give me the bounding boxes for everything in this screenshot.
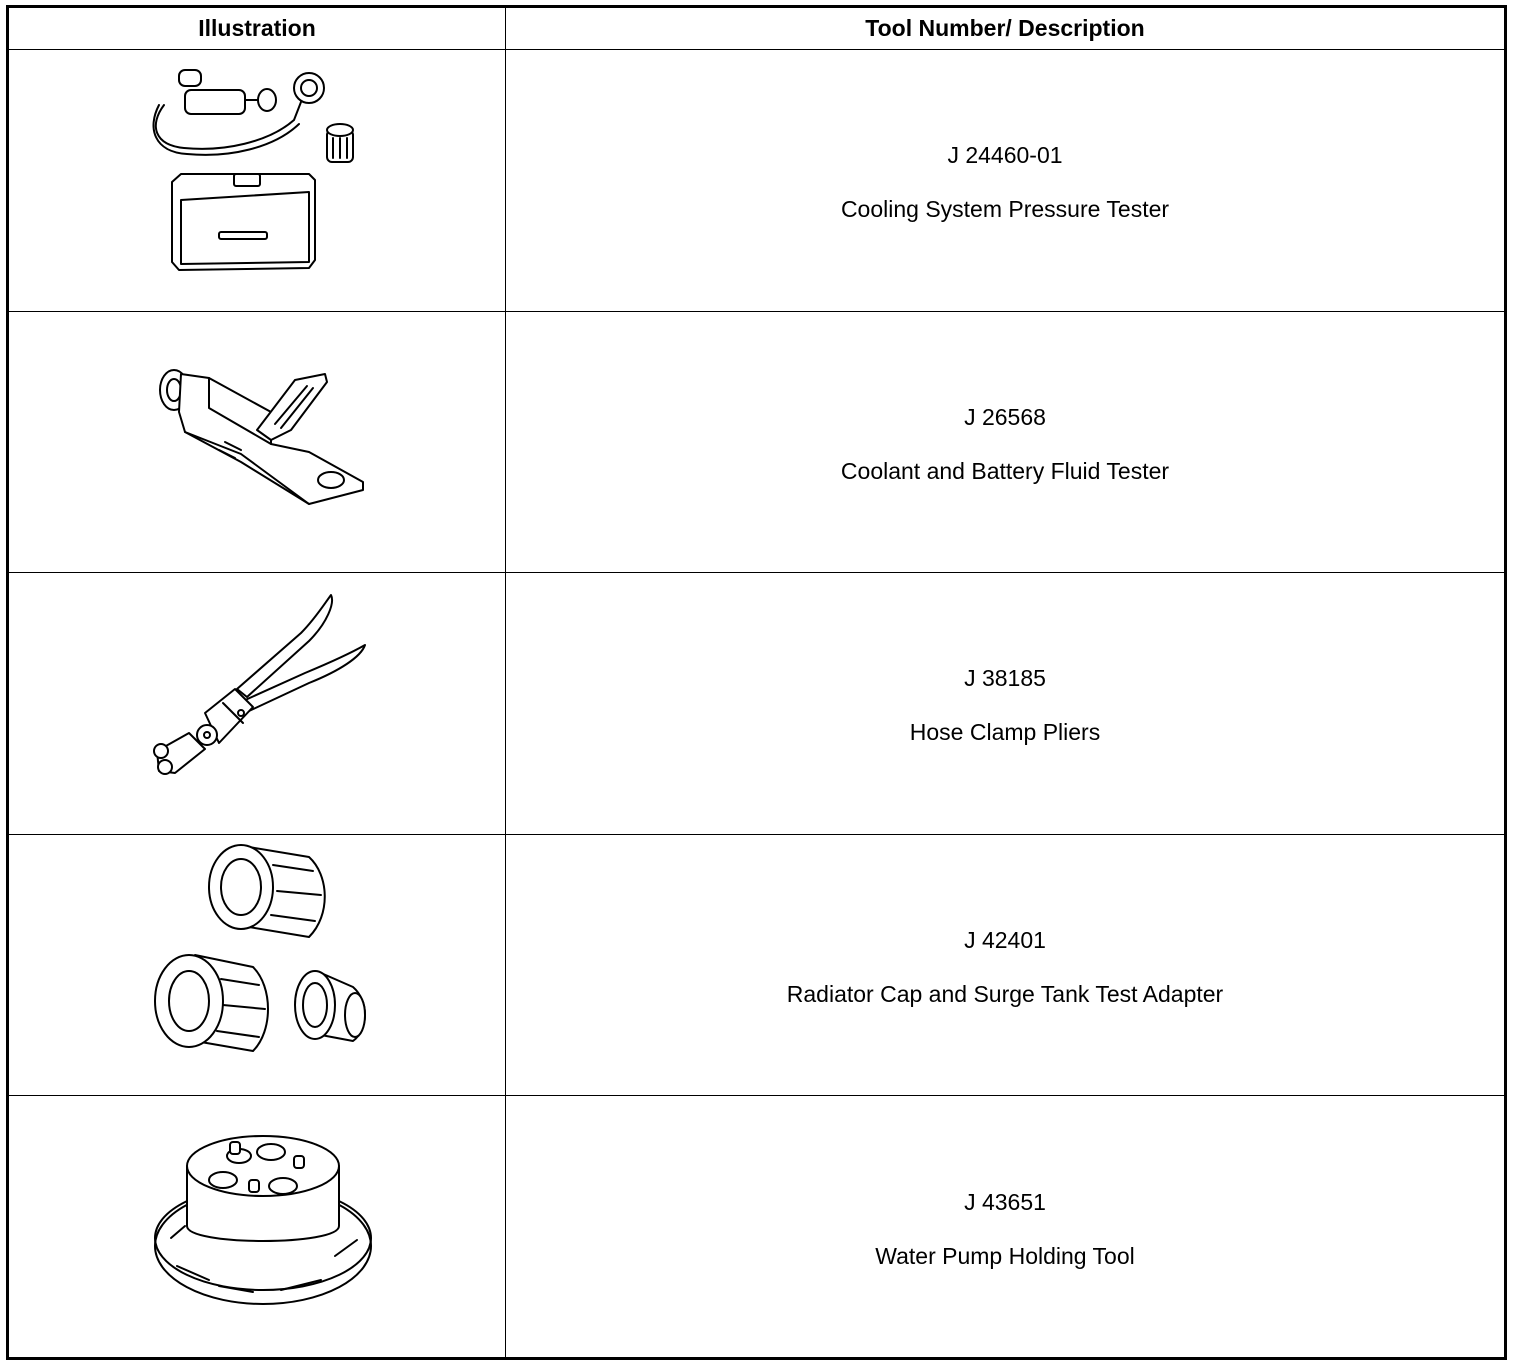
- description-cell: [506, 573, 1506, 835]
- table-row: [8, 834, 1506, 1096]
- illustration-cell: [8, 50, 506, 312]
- coolant-battery-fluid-tester-icon: [9, 312, 506, 572]
- description-cell: [506, 311, 1506, 573]
- description-cell: [506, 1096, 1506, 1359]
- tool-number: J 43651: [964, 1188, 1046, 1215]
- tool-description: Cooling System Pressure Tester: [840, 196, 1170, 223]
- tool-description: Hose Clamp Pliers: [909, 719, 1101, 746]
- cooling-system-pressure-tester-icon: [9, 50, 506, 310]
- table-row: [8, 573, 1506, 835]
- hose-clamp-pliers-icon: [9, 573, 506, 833]
- radiator-cap-adapter-icon: [9, 835, 506, 1095]
- illustration-cell: [8, 834, 506, 1096]
- tool-number: J 26568: [964, 403, 1046, 430]
- header-tool-number-description: Tool Number/ Description: [506, 7, 1506, 50]
- tool-description: Radiator Cap and Surge Tank Test Adapter: [786, 981, 1224, 1008]
- header-illustration: Illustration: [8, 7, 506, 50]
- tool-number: J 24460-01: [947, 142, 1063, 169]
- water-pump-holding-tool-icon: [9, 1096, 506, 1356]
- description-cell: [506, 50, 1506, 312]
- illustration-cell: [8, 573, 506, 835]
- tool-number: J 38185: [964, 665, 1046, 692]
- illustration-cell: [8, 1096, 506, 1359]
- table-row: [8, 311, 1506, 573]
- table-row: [8, 1096, 1506, 1359]
- illustration-cell: [8, 311, 506, 573]
- tool-table: [6, 5, 1507, 1360]
- tool-number: J 42401: [964, 927, 1046, 954]
- header-row: [8, 7, 1506, 50]
- tool-description: Coolant and Battery Fluid Tester: [840, 457, 1170, 484]
- table-row: [8, 50, 1506, 312]
- tool-description: Water Pump Holding Tool: [875, 1242, 1135, 1269]
- description-cell: [506, 834, 1506, 1096]
